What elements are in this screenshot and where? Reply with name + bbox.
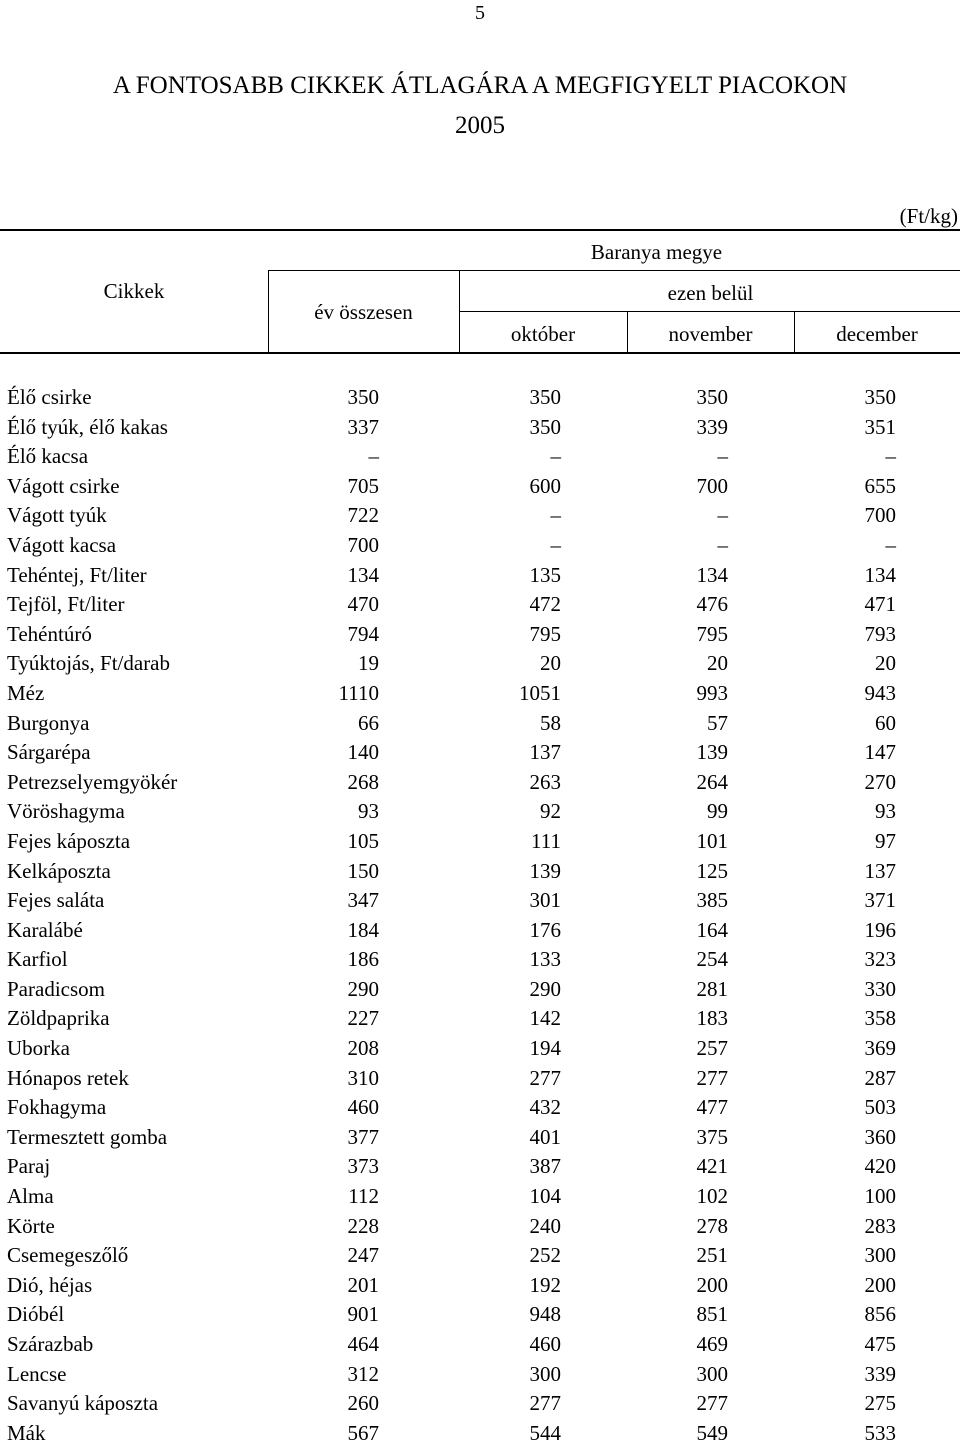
- year-total-value: 66: [358, 710, 379, 735]
- december-value: 655: [864, 473, 896, 498]
- item-name: Termesztett gomba: [7, 1124, 168, 1149]
- table-row: [0, 1360, 960, 1390]
- november-value: 281: [696, 976, 728, 1001]
- october-value: 290: [529, 976, 561, 1001]
- year-total-value: 312: [347, 1361, 379, 1386]
- item-name: Körte: [7, 1213, 55, 1238]
- november-value: 375: [696, 1124, 728, 1149]
- year-total-value: 347: [347, 888, 379, 913]
- header-region-rule: [268, 270, 960, 271]
- table-row: [0, 1123, 960, 1153]
- november-value: 421: [696, 1154, 728, 1179]
- december-value: 137: [864, 858, 896, 883]
- header-top-rule: [0, 229, 960, 231]
- item-name: Vöröshagyma: [7, 799, 125, 824]
- november-value: 795: [696, 621, 728, 646]
- year-total-value: 794: [347, 621, 379, 646]
- november-value: 851: [696, 1302, 728, 1327]
- december-value: 350: [864, 385, 896, 409]
- item-name: Kelkáposzta: [7, 858, 111, 883]
- table-row: [0, 916, 960, 946]
- table-row: [0, 649, 960, 679]
- december-value: 371: [864, 888, 896, 913]
- december-value: 358: [864, 1006, 896, 1031]
- column-header-item: Cikkek: [103, 279, 165, 303]
- december-value: 369: [864, 1036, 896, 1061]
- november-value: 251: [696, 1243, 728, 1268]
- november-value: 57: [707, 710, 728, 735]
- item-name: Élő tyúk, élő kakas: [7, 414, 168, 439]
- october-value: 460: [529, 1332, 561, 1356]
- year-total-value: 150: [347, 858, 379, 883]
- table-row: [0, 1064, 960, 1094]
- item-name: Csemegeszőlő: [7, 1243, 129, 1268]
- november-value: 101: [696, 828, 728, 853]
- table-row: [0, 1241, 960, 1271]
- table-row: [0, 413, 960, 443]
- october-value: 142: [529, 1006, 561, 1031]
- october-value: 432: [529, 1095, 561, 1120]
- october-value: 1051: [519, 680, 561, 705]
- november-value: 102: [696, 1184, 728, 1209]
- table-row: [0, 797, 960, 827]
- october-value: 133: [529, 947, 561, 972]
- october-value: 92: [540, 799, 561, 824]
- table-row: [0, 501, 960, 531]
- year-total-value: 1110: [338, 680, 379, 705]
- year-total-value: 227: [347, 1006, 379, 1031]
- november-value: 200: [696, 1272, 728, 1297]
- table-row: [0, 679, 960, 709]
- table-body: [0, 383, 960, 1448]
- column-header-year-total: év összesen: [314, 300, 413, 324]
- column-header-november: november: [668, 322, 753, 346]
- year-total-value: 901: [347, 1302, 379, 1327]
- year-total-value: 567: [347, 1420, 379, 1445]
- october-value: 472: [529, 592, 561, 617]
- item-name: Fejes saláta: [7, 888, 105, 913]
- october-value: 176: [529, 917, 561, 942]
- november-value: 125: [696, 858, 728, 883]
- november-value: 476: [696, 592, 728, 617]
- november-value: 183: [696, 1006, 728, 1031]
- november-value: 139: [696, 740, 728, 765]
- table-row: [0, 945, 960, 975]
- november-value: –: [717, 444, 728, 469]
- november-value: 277: [696, 1391, 728, 1416]
- december-value: 856: [864, 1302, 896, 1327]
- december-value: 793: [864, 621, 896, 646]
- year-total-value: 228: [347, 1213, 379, 1238]
- item-name: Sárgarépa: [7, 740, 91, 765]
- item-name: Savanyú káposzta: [7, 1391, 159, 1416]
- year-total-value: 112: [348, 1184, 379, 1209]
- item-name: Uborka: [7, 1036, 70, 1061]
- table-row: [0, 472, 960, 502]
- item-name: Vágott csirke: [7, 473, 120, 498]
- item-name: Karfiol: [7, 947, 68, 972]
- december-value: 330: [864, 976, 896, 1001]
- october-value: 137: [529, 740, 561, 765]
- october-value: 104: [529, 1184, 561, 1209]
- year-total-value: 140: [347, 740, 379, 765]
- document-title: A FONTOSABB CIKKEK ÁTLAGÁRA A MEGFIGYELT PIACOKON: [112, 72, 848, 99]
- november-value: 700: [696, 473, 728, 498]
- december-value: 283: [864, 1213, 896, 1238]
- october-value: 194: [529, 1036, 561, 1061]
- november-value: 385: [696, 888, 728, 913]
- table-row: [0, 1034, 960, 1064]
- table-row: [0, 590, 960, 620]
- year-total-value: 208: [347, 1036, 379, 1061]
- december-value: 275: [864, 1391, 896, 1416]
- october-value: 20: [540, 651, 561, 676]
- november-value: 339: [696, 414, 728, 439]
- year-total-value: 184: [347, 917, 379, 942]
- table-row: [0, 886, 960, 916]
- december-value: 300: [864, 1243, 896, 1268]
- october-value: 350: [529, 414, 561, 439]
- december-value: 93: [875, 799, 896, 824]
- year-total-value: 19: [358, 651, 379, 676]
- year-total-value: 260: [347, 1391, 379, 1416]
- november-value: 993: [696, 680, 728, 705]
- october-value: 350: [529, 385, 561, 409]
- table-row: [0, 1004, 960, 1034]
- october-value: 301: [529, 888, 561, 913]
- november-value: 257: [696, 1036, 728, 1061]
- item-name: Vágott kacsa: [7, 532, 117, 557]
- item-name: Alma: [7, 1184, 54, 1209]
- december-value: 323: [864, 947, 896, 972]
- item-name: Lencse: [7, 1361, 67, 1386]
- december-value: 503: [864, 1095, 896, 1120]
- december-value: 360: [864, 1124, 896, 1149]
- table-row: [0, 768, 960, 798]
- column-header-within: ezen belül: [667, 281, 754, 305]
- item-name: Zöldpaprika: [7, 1006, 110, 1031]
- year-total-value: 705: [347, 473, 379, 498]
- december-value: 700: [864, 503, 896, 528]
- item-name: Karalábé: [7, 917, 83, 942]
- december-value: 97: [875, 828, 896, 853]
- table-row: [0, 1300, 960, 1330]
- december-value: –: [885, 532, 896, 557]
- november-value: 164: [696, 917, 728, 942]
- unit-label: (Ft/kg): [899, 204, 958, 228]
- table-row: [0, 561, 960, 591]
- december-value: 20: [875, 651, 896, 676]
- december-value: 475: [864, 1332, 896, 1356]
- december-value: 196: [864, 917, 896, 942]
- table-header: [0, 229, 960, 355]
- year-total-value: 464: [347, 1332, 379, 1356]
- year-total-value: –: [368, 444, 379, 469]
- table-row: [0, 383, 960, 413]
- october-value: –: [550, 532, 561, 557]
- november-value: 20: [707, 651, 728, 676]
- november-value: 549: [696, 1420, 728, 1445]
- november-value: 277: [696, 1065, 728, 1090]
- table-row: [0, 827, 960, 857]
- item-name: Mák: [7, 1420, 46, 1445]
- table-row: [0, 620, 960, 650]
- year-total-value: 186: [347, 947, 379, 972]
- header-bottom-rule: [0, 352, 960, 354]
- year-total-value: 105: [347, 828, 379, 853]
- october-value: 58: [540, 710, 561, 735]
- item-name: Élő kacsa: [7, 444, 89, 469]
- year-total-value: 350: [347, 385, 379, 409]
- year-total-value: 460: [347, 1095, 379, 1120]
- october-value: –: [550, 444, 561, 469]
- december-value: 287: [864, 1065, 896, 1090]
- item-name: Dió, héjas: [7, 1272, 93, 1297]
- item-name: Élő csirke: [7, 385, 92, 409]
- december-value: 270: [864, 769, 896, 794]
- october-value: 263: [529, 769, 561, 794]
- year-total-value: 470: [347, 592, 379, 617]
- year-total-value: 377: [347, 1124, 379, 1149]
- item-name: Fokhagyma: [7, 1095, 107, 1120]
- column-header-october: október: [510, 322, 576, 346]
- table-row: [0, 1182, 960, 1212]
- october-value: 401: [529, 1124, 561, 1149]
- item-name: Paraj: [7, 1154, 51, 1179]
- year-total-value: 201: [347, 1272, 379, 1297]
- december-value: 147: [864, 740, 896, 765]
- december-value: 134: [864, 562, 896, 587]
- year-total-value: 134: [347, 562, 379, 587]
- november-value: 477: [696, 1095, 728, 1120]
- october-value: 795: [529, 621, 561, 646]
- december-value: 420: [864, 1154, 896, 1179]
- column-header-december: december: [836, 322, 918, 346]
- october-value: 139: [529, 858, 561, 883]
- table-row: [0, 1093, 960, 1123]
- october-value: 277: [529, 1391, 561, 1416]
- october-value: 948: [529, 1302, 561, 1327]
- november-value: 254: [696, 947, 728, 972]
- item-name: Vágott tyúk: [7, 503, 107, 528]
- october-value: 600: [529, 473, 561, 498]
- document-year: 2005: [455, 112, 505, 139]
- table-row: [0, 1271, 960, 1301]
- table-row: [0, 442, 960, 472]
- table-row: [0, 975, 960, 1005]
- item-name: Tehéntúró: [7, 621, 92, 646]
- year-total-value: 373: [347, 1154, 379, 1179]
- november-value: –: [717, 503, 728, 528]
- item-name: Petrezselyemgyökér: [7, 769, 178, 794]
- year-total-value: 247: [347, 1243, 379, 1268]
- year-total-value: 290: [347, 976, 379, 1001]
- item-name: Hónapos retek: [7, 1065, 129, 1090]
- october-value: 192: [529, 1272, 561, 1297]
- november-value: 350: [696, 385, 728, 409]
- year-total-value: 337: [347, 414, 379, 439]
- item-name: Dióbél: [7, 1302, 65, 1327]
- item-name: Méz: [7, 680, 45, 705]
- october-value: 135: [529, 562, 561, 587]
- october-value: 544: [529, 1420, 561, 1445]
- november-value: –: [717, 532, 728, 557]
- december-value: –: [885, 444, 896, 469]
- page-number: 5: [475, 2, 485, 24]
- october-value: 252: [529, 1243, 561, 1268]
- table-row: [0, 1330, 960, 1360]
- year-total-value: 700: [347, 532, 379, 557]
- december-value: 200: [864, 1272, 896, 1297]
- november-value: 99: [707, 799, 728, 824]
- november-value: 469: [696, 1332, 728, 1356]
- table-row: [0, 1389, 960, 1419]
- year-total-value: 310: [347, 1065, 379, 1090]
- november-value: 264: [696, 769, 728, 794]
- item-name: Szárazbab: [7, 1332, 94, 1356]
- column-header-region: Baranya megye: [590, 240, 723, 264]
- november-value: 134: [696, 562, 728, 587]
- year-total-value: 268: [347, 769, 379, 794]
- november-value: 300: [696, 1361, 728, 1386]
- year-total-value: 93: [358, 799, 379, 824]
- table-row: [0, 1152, 960, 1182]
- october-value: 387: [529, 1154, 561, 1179]
- item-name: Tyúktojás, Ft/darab: [7, 651, 171, 676]
- table-row: [0, 531, 960, 561]
- item-name: Paradicsom: [7, 976, 105, 1001]
- december-value: 471: [864, 592, 896, 617]
- december-value: 943: [864, 680, 896, 705]
- item-name: Tejföl, Ft/liter: [7, 592, 125, 617]
- december-value: 351: [864, 414, 896, 439]
- december-value: 100: [864, 1184, 896, 1209]
- october-value: 277: [529, 1065, 561, 1090]
- year-total-value: 722: [347, 503, 379, 528]
- item-name: Fejes káposzta: [7, 828, 131, 853]
- header-within-rule: [460, 311, 960, 312]
- item-name: Tehéntej, Ft/liter: [7, 562, 147, 587]
- december-value: 339: [864, 1361, 896, 1386]
- october-value: –: [550, 503, 561, 528]
- table-row: [0, 857, 960, 887]
- table-row: [0, 709, 960, 739]
- october-value: 111: [531, 828, 561, 853]
- table-row: [0, 738, 960, 768]
- table-row: [0, 1212, 960, 1242]
- december-value: 533: [864, 1420, 896, 1445]
- november-value: 278: [696, 1213, 728, 1238]
- october-value: 300: [529, 1361, 561, 1386]
- october-value: 240: [529, 1213, 561, 1238]
- december-value: 60: [875, 710, 896, 735]
- item-name: Burgonya: [7, 710, 90, 735]
